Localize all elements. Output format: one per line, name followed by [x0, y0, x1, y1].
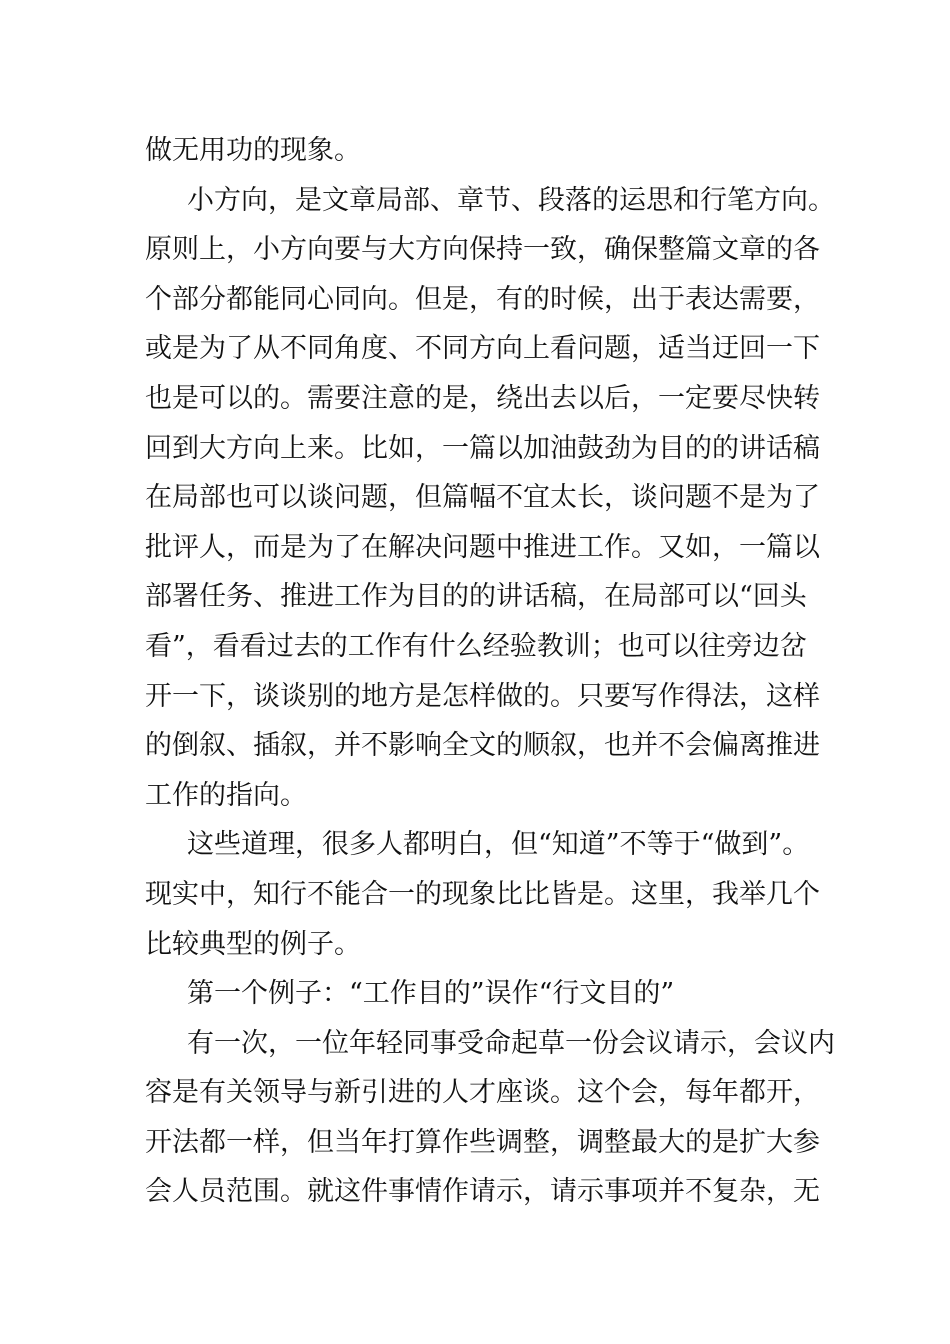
text-line: 现实中，知行不能合一的现象比比皆是。这里，我举几个	[145, 878, 820, 910]
paragraph-start-line: 这些道理，很多人都明白，但“知道”不等于“做到”。	[187, 829, 810, 861]
section-heading-line: 第一个例子：“工作目的”误作“行文目的”	[187, 978, 675, 1010]
text-line: 看”，看看过去的工作有什么经验教训；也可以往旁边岔	[145, 630, 807, 662]
text-line: 的倒叙、插叙，并不影响全文的顺叙，也并不会偏离推进	[145, 730, 820, 762]
paragraph-start-line: 有一次，一位年轻同事受命起草一份会议请示，会议内	[187, 1027, 835, 1059]
text-line: 也是可以的。需要注意的是，绕出去以后，一定要尽快转	[145, 382, 820, 414]
text-line: 做无用功的现象。	[145, 135, 361, 166]
text-line: 批评人，而是为了在解决问题中推进工作。又如，一篇以	[145, 531, 820, 563]
text-line: 会人员范围。就这件事情作请示，请示事项并不复杂，无	[145, 1176, 820, 1208]
text-line: 开法都一样，但当年打算作些调整，调整最大的是扩大参	[145, 1126, 820, 1158]
text-line: 个部分都能同心同向。但是，有的时候，出于表达需要，	[145, 283, 820, 315]
text-line: 部署任务、推进工作为目的的讲话稿，在局部可以“回头	[145, 581, 807, 613]
text-line: 在局部也可以谈问题，但篇幅不宜太长，谈问题不是为了	[145, 482, 820, 514]
text-line: 回到大方向上来。比如，一篇以加油鼓劲为目的的讲话稿	[145, 432, 820, 464]
text-line: 或是为了从不同角度、不同方向上看问题，适当迂回一下	[145, 333, 820, 365]
body-text	[145, 126, 835, 1217]
text-line: 原则上，小方向要与大方向保持一致，确保整篇文章的各	[145, 234, 820, 266]
text-line: 比较典型的例子。	[145, 928, 361, 960]
text-line: 工作的指向。	[145, 779, 307, 811]
paragraph-start-line: 小方向，是文章局部、章节、段落的运思和行笔方向。	[187, 184, 835, 216]
text-line: 开一下，谈谈别的地方是怎样做的。只要写作得法，这样	[145, 680, 820, 712]
text-line: 容是有关领导与新引进的人才座谈。这个会，每年都开，	[145, 1077, 820, 1109]
